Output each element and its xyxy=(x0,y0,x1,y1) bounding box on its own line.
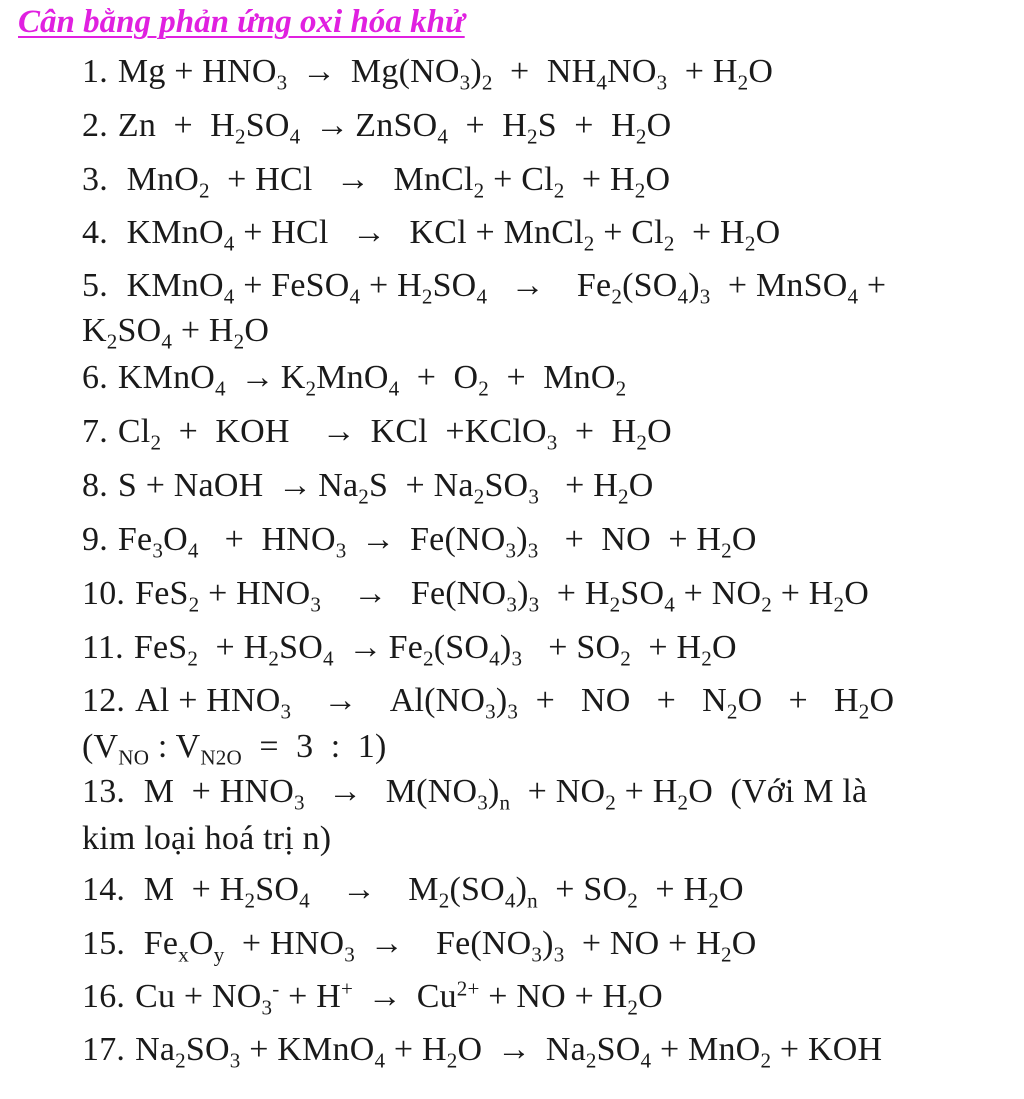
equation-8: 8. S + NaOH → $Na_2S + Na_2SO_3 + H_2O$ xyxy=(82,467,654,509)
equation-11: 11. $FeS_2 + H_2SO_4 \to Fe_2(SO_4)_3 + SO_2 + H_2O$ xyxy=(82,629,737,671)
page-title: Cân bằng phản ứng oxi hóa khử xyxy=(18,4,465,40)
equation-7: 7. $Cl_2$ + KOH → KCl +KClO$_3$ + $H_2O$ xyxy=(82,413,672,455)
equation-12: 12. $Al + HNO_3$ → $Al(NO_3)_3$ + NO + $N_2O + H_2O$ xyxy=(82,682,895,724)
equation-5b: $K_2SO_4 + H_2O$ xyxy=(82,312,270,354)
equation-9: 9. $Fe_3O_4 + HNO_3 \to Fe(NO_3)_3$ + NO + $H_2O$ xyxy=(82,521,757,563)
equation-2: 2. $Zn + H_2SO_4$ → ZnSO$_4$ + $H_2S + H_2O$ xyxy=(82,107,672,149)
equation-17: 17. $Na_2SO_3$ + KMnO$_4$ + $H_2O \to Na_2SO_4 + MnO_2$ + KOH xyxy=(82,1031,883,1073)
equation-1: 1. $Mg + HNO_3 \to Mg(NO_3)_2 + NH_4NO_3 + H_2O$ xyxy=(82,53,774,95)
equation-4: 4. KMnO$_4$ + HCl → KCl + MnCl$_2$ + $Cl_2 + H_2O$ xyxy=(82,214,781,256)
equation-13b: kim loại hoá trị n) xyxy=(82,820,332,857)
equation-12b: ($V_{NO}$ : $V_{N2O} = 3$ : 1) xyxy=(82,728,387,770)
equation-13: 13. $M + HNO_3 \to M(NO_3)_n + NO_2 + H_2O$ (Với M là xyxy=(82,773,868,815)
equation-3: 3. MnO$_2$ + HCl → MnCl$_2$ + $Cl_2 + H_2O$ xyxy=(82,161,671,203)
equation-10: 10. $FeS_2 + HNO_3$ → $Fe(NO_3)_3 + H_2SO_4 + NO_2 + H_2O$ xyxy=(82,575,870,617)
equation-16: 16. $Cu + NO_3^- + H^+ \to Cu^{2+}$ + NO + $H_2O$ xyxy=(82,976,663,1020)
equation-5: 5. KMnO$_4$ + FeSO$_4$ + $H_2SO_4 \to Fe_2(SO_4)_3$ + MnSO$_4$ + xyxy=(82,267,887,309)
equation-14: 14. $M + H_2SO_4$ → $M_2(SO_4)_n + SO_2 + H_2O$ xyxy=(82,871,744,913)
equation-6: 6. KMnO$_4$ → $K_2MnO_4 + O_2 + MnO_2$ xyxy=(82,359,627,401)
equation-15: 15. $Fe_xO_y + HNO_3 \to Fe(NO_3)_3$ + NO + $H_2O$ xyxy=(82,925,757,967)
